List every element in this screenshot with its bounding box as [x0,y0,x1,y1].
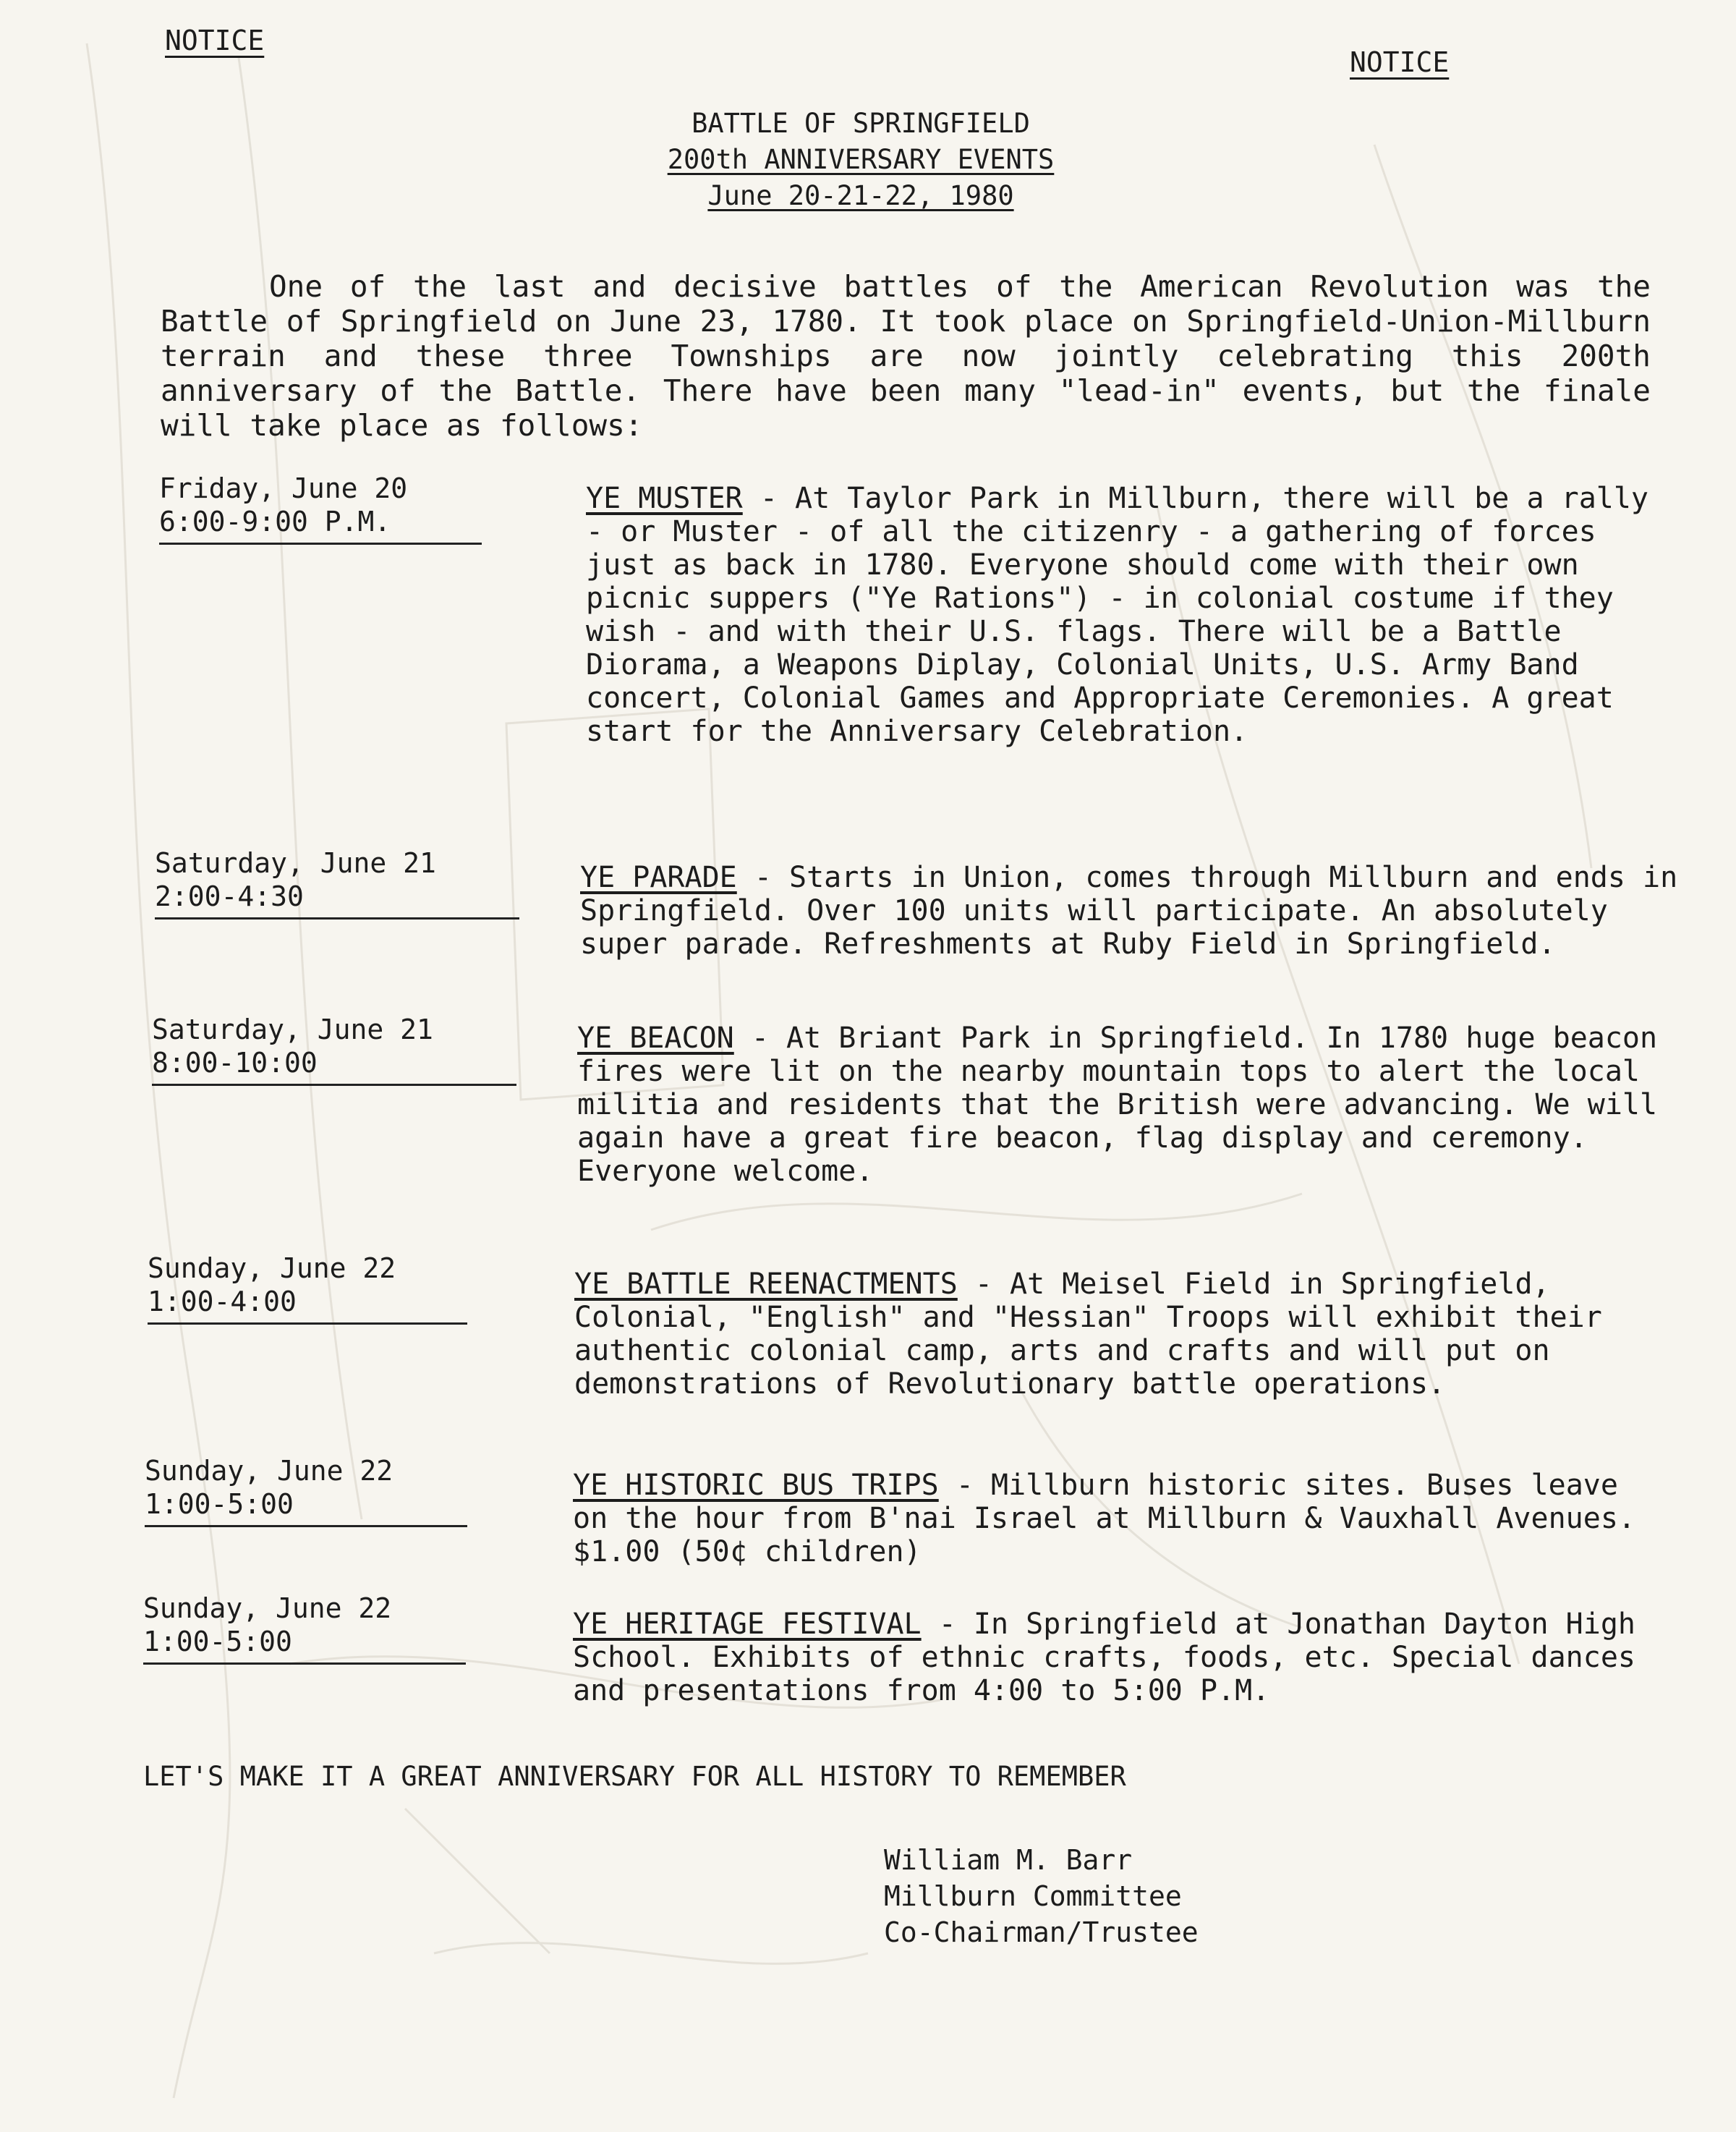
event-details [586,482,1664,748]
closing-slogan: LET'S MAKE IT A GREAT ANNIVERSARY FOR ALL HISTORY TO REMEMBER [143,1761,1126,1792]
event-details [573,1608,1658,1707]
event-time: 2:00-4:30 [155,880,304,912]
event-description: - Millburn historic sites. Buses leave on the hour from B'nai Israel at Millburn & Vauxhall Avenues. $1.00 (50¢ children) [573,1469,1636,1568]
event-description: - At Meisel Field in Springfield, Colonial, "English" and "Hessian" Troops will exhibit their authentic colonial camp, arts and crafts and will put on demonstrations of Revolutionary battle operations. [574,1267,1602,1401]
event-when [145,1454,467,1527]
event-description: - In Springfield at Jonathan Dayton High School. Exhibits of ethnic crafts, foods, etc. Special dances and presentations from 4:00 to 5:00 P.M. [573,1608,1636,1707]
event-details [574,1267,1659,1401]
event-title: YE BEACON [577,1022,734,1055]
event-time: 8:00-10:00 [152,1047,318,1079]
event-day: Sunday, June 22 [143,1592,392,1624]
notice-label-left: NOTICE [165,25,265,56]
intro-paragraph: One of the last and decisive battles of the American Revolution was the Battle of Springfield on June 23, 1780. It took place on Springfield-Union-Millburn terrain and these three Townships are now jointly celebrating this 200th anniversary of the Battle. There have been many "lead-in" events, but the finale will take place as follows: [161,269,1651,443]
signer-committee: Millburn Committee [884,1880,1182,1912]
title-line-anniversary: 200th ANNIVERSARY EVENTS [667,144,1055,175]
signature-block [884,1842,1199,1950]
event-when [159,472,482,545]
title-line-event: BATTLE OF SPRINGFIELD [692,108,1030,139]
event-description: - At Taylor Park in Millburn, there will be a rally - or Muster - of all the citizenry - a gathering of forces just as back in 1780. Everyone should come with their own picnic suppers ("Ye Rations") - in colonial costume if they wish - and with their U.S. flags. There will be a Battle Diorama, a Weapons Diplay, Colonial Units, U.S. Army Band concert, Colonial Games and Appropriate Ceremonies. A great start for the Anniversary Celebration. [586,482,1649,748]
event-time: 6:00-9:00 P.M. [159,506,391,538]
event-when [155,846,519,920]
event-day: Friday, June 20 [159,472,408,504]
signer-role: Co-Chairman/Trustee [884,1916,1199,1948]
event-title: YE MUSTER [586,482,743,515]
document-title [593,106,1128,214]
event-description: - Starts in Union, comes through Millburn and ends in Springfield. Over 100 units will participate. An absolutely super parade. Refreshments at Ruby Field in Springfield. [580,861,1678,961]
event-when [152,1013,516,1086]
event-day: Saturday, June 21 [155,847,436,879]
event-day: Sunday, June 22 [148,1252,396,1284]
event-title: YE PARADE [580,861,737,894]
event-details [573,1469,1658,1568]
event-day: Sunday, June 22 [145,1455,393,1487]
event-title: YE HERITAGE FESTIVAL [573,1608,922,1641]
notice-label-right: NOTICE [1350,46,1450,78]
event-title: YE BATTLE REENACTMENTS [574,1267,958,1301]
event-when [143,1592,466,1665]
event-title: YE HISTORIC BUS TRIPS [573,1469,939,1502]
event-details [577,1022,1662,1188]
title-line-dates: June 20-21-22, 1980 [707,180,1014,211]
event-time: 1:00-4:00 [148,1286,297,1317]
signer-name: William M. Barr [884,1844,1133,1876]
event-day: Saturday, June 21 [152,1014,433,1045]
event-time: 1:00-5:00 [143,1626,292,1657]
event-description: - At Briant Park in Springfield. In 1780 huge beacon fires were lit on the nearby mountain tops to alert the local militia and residents that the British were advancing. We will again have a great fire beacon, flag display and ceremony. Everyone welcome. [577,1022,1658,1188]
event-time: 1:00-5:00 [145,1488,294,1520]
event-details [580,861,1680,961]
event-when [148,1252,467,1325]
